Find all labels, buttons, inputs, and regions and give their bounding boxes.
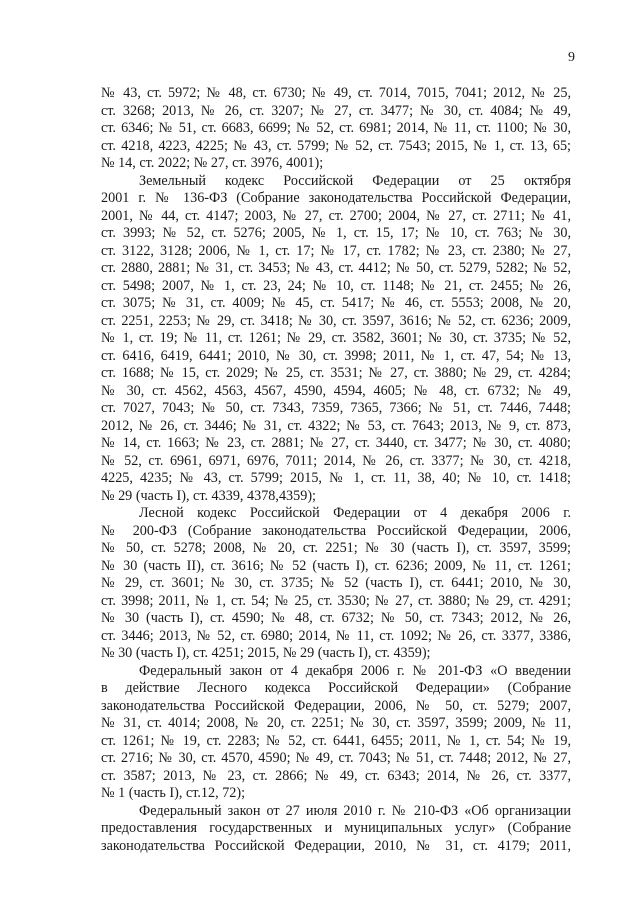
document-body <box>101 85 571 855</box>
text-line: № 29 (часть I), ст. 4339, 4378,4359); <box>101 487 316 504</box>
text-line: ст. 1688; № 15, ст. 2029; № 25, ст. 3531; № 27, ст. 3880; № 29, ст. 4284; <box>101 365 571 381</box>
text-line: Федеральный закон от 4 декабря 2006 г. № 201-ФЗ «О введении <box>139 662 571 679</box>
text-line: ст. 6346; № 51, ст. 6683, 6699; № 52, ст. 6981; 2014, № 11, ст. 1100; № 30, <box>101 120 571 136</box>
paragraph <box>101 663 571 803</box>
text-line: законодательства Российской Федерации, 2010, № 31, ст. 4179; 2011, <box>101 837 571 854</box>
text-line: ст. 2251, 2253; № 29, ст. 3418; № 30, ст. 3597, 3616; № 52, ст. 6236; 2009, <box>101 312 571 329</box>
text-line: ст. 3998; 2011, № 1, ст. 54; № 25, ст. 3530; № 27, ст. 3880; № 29, ст. 4291; <box>101 592 571 609</box>
text-line: № 52, ст. 6961, 6971, 6976, 7011; 2014, № 26, ст. 3377; № 30, ст. 4218, <box>101 452 571 469</box>
text-line: ст. 3122, 3128; 2006, № 1, ст. 17; № 17, ст. 1782; № 23, ст. 2380; № 27, <box>101 242 571 259</box>
text-line: № 43, ст. 5972; № 48, ст. 6730; № 49, ст. 7014, 7015, 7041; 2012, № 25, <box>101 85 571 101</box>
text-line: № 30 (часть I), ст. 4590; № 48, ст. 6732; № 50, ст. 7343; 2012, № 26, <box>101 610 571 626</box>
text-line: Федеральный закон от 27 июля 2010 г. № 210-ФЗ «Об организации <box>139 802 571 819</box>
text-line: ст. 7027, 7043; № 50, ст. 7343, 7359, 7365, 7366; № 51, ст. 7446, 7448; <box>101 400 571 416</box>
text-line: № 31, ст. 4014; 2008, № 20, ст. 2251; № 30, ст. 3597, 3599; 2009, № 11, <box>101 715 571 731</box>
paragraph <box>101 803 571 856</box>
text-line: № 1 (часть I), ст.12, 72); <box>101 785 246 801</box>
text-line: в действие Лесного кодекса Российской Федерации» (Собрание <box>101 680 571 696</box>
text-line: № 14, ст. 2022; № 27, ст. 3976, 4001); <box>101 155 324 171</box>
text-line: № 29, ст. 3601; № 30, ст. 3735; № 52 (часть I), ст. 6441; 2010, № 30, <box>101 575 571 591</box>
text-line: ст. 3075; № 31, ст. 4009; № 45, ст. 5417; № 46, ст. 5553; 2008, № 20, <box>101 295 571 311</box>
text-line: ст. 2716; № 30, ст. 4570, 4590; № 49, ст. 7043; № 51, ст. 7448; 2012, № 27, <box>101 750 571 766</box>
paragraph <box>101 173 571 506</box>
text-line: ст. 6416, 6419, 6441; 2010, № 30, ст. 3998; 2011, № 1, ст. 47, 54; № 13, <box>101 347 571 364</box>
text-line: законодательства Российской Федерации, 2006, № 50, ст. 5279; 2007, <box>101 697 571 714</box>
text-line: № 1, ст. 19; № 11, ст. 1261; № 29, ст. 3582, 3601; № 30, ст. 3735; № 52, <box>101 330 571 346</box>
paragraph <box>101 505 571 663</box>
text-line: ст. 1261; № 19, ст. 2283; № 52, ст. 6441, 6455; 2011, № 1, ст. 54; № 19, <box>101 732 571 749</box>
text-line: предоставления государственных и муниципальных услуг» (Собрание <box>101 820 571 836</box>
text-line: ст. 3268; 2013, № 26, ст. 3207; № 27, ст. 3477; № 30, ст. 4084; № 49, <box>101 102 571 119</box>
text-line: № 200-ФЗ (Собрание законодательства Российской Федерации, 2006, <box>101 522 571 539</box>
text-line: № 50, ст. 5278; 2008, № 20, ст. 2251; № 30 (часть I), ст. 3597, 3599; <box>101 540 571 556</box>
text-line: 2012, № 26, ст. 3446; № 31, ст. 4322; № 53, ст. 7643; 2013, № 9, ст. 873, <box>101 417 571 434</box>
text-line: ст. 2880, 2881; № 31, ст. 3453; № 43, ст. 4412; № 50, ст. 5279, 5282; № 52, <box>101 260 571 276</box>
text-line: № 30 (часть II), ст. 3616; № 52 (часть I), ст. 6236; 2009, № 11, ст. 1261; <box>101 557 571 574</box>
text-line: Лесной кодекс Российской Федерации от 4 декабря 2006 г. <box>139 505 571 521</box>
text-line: Земельный кодекс Российской Федерации от 25 октября <box>139 172 571 189</box>
text-line: ст. 4218, 4223, 4225; № 43, ст. 5799; № 52, ст. 7543; 2015, № 1, ст. 13, 65; <box>101 137 571 154</box>
text-line: ст. 3446; 2013, № 52, ст. 6980; 2014, № 11, ст. 1092; № 26, ст. 3377, 3386, <box>101 627 571 644</box>
text-line: ст. 3993; № 52, ст. 5276; 2005, № 1, ст. 15, 17; № 10, ст. 763; № 30, <box>101 225 571 241</box>
text-line: № 30 (часть I), ст. 4251; 2015, № 29 (часть I), ст. 4359); <box>101 645 431 661</box>
text-line: ст. 3587; 2013, № 23, ст. 2866; № 49, ст. 6343; 2014, № 26, ст. 3377, <box>101 767 571 784</box>
text-line: 4225, 4235; № 43, ст. 5799; 2015, № 1, ст. 11, 38, 40; № 10, ст. 1418; <box>101 470 571 486</box>
page-number: 9 <box>568 50 575 65</box>
text-line: № 30, ст. 4562, 4563, 4567, 4590, 4594, 4605; № 48, ст. 6732; № 49, <box>101 382 571 399</box>
text-line: № 14, ст. 1663; № 23, ст. 2881; № 27, ст. 3440, ст. 3477; № 30, ст. 4080; <box>101 435 571 451</box>
paragraph <box>101 85 571 173</box>
text-line: 2001 г. № 136-ФЗ (Собрание законодательства Российской Федерации, <box>101 190 571 206</box>
text-line: 2001, № 44, ст. 4147; 2003, № 27, ст. 2700; 2004, № 27, ст. 2711; № 41, <box>101 207 571 224</box>
text-line: ст. 5498; 2007, № 1, ст. 23, 24; № 10, ст. 1148; № 21, ст. 2455; № 26, <box>101 277 571 294</box>
